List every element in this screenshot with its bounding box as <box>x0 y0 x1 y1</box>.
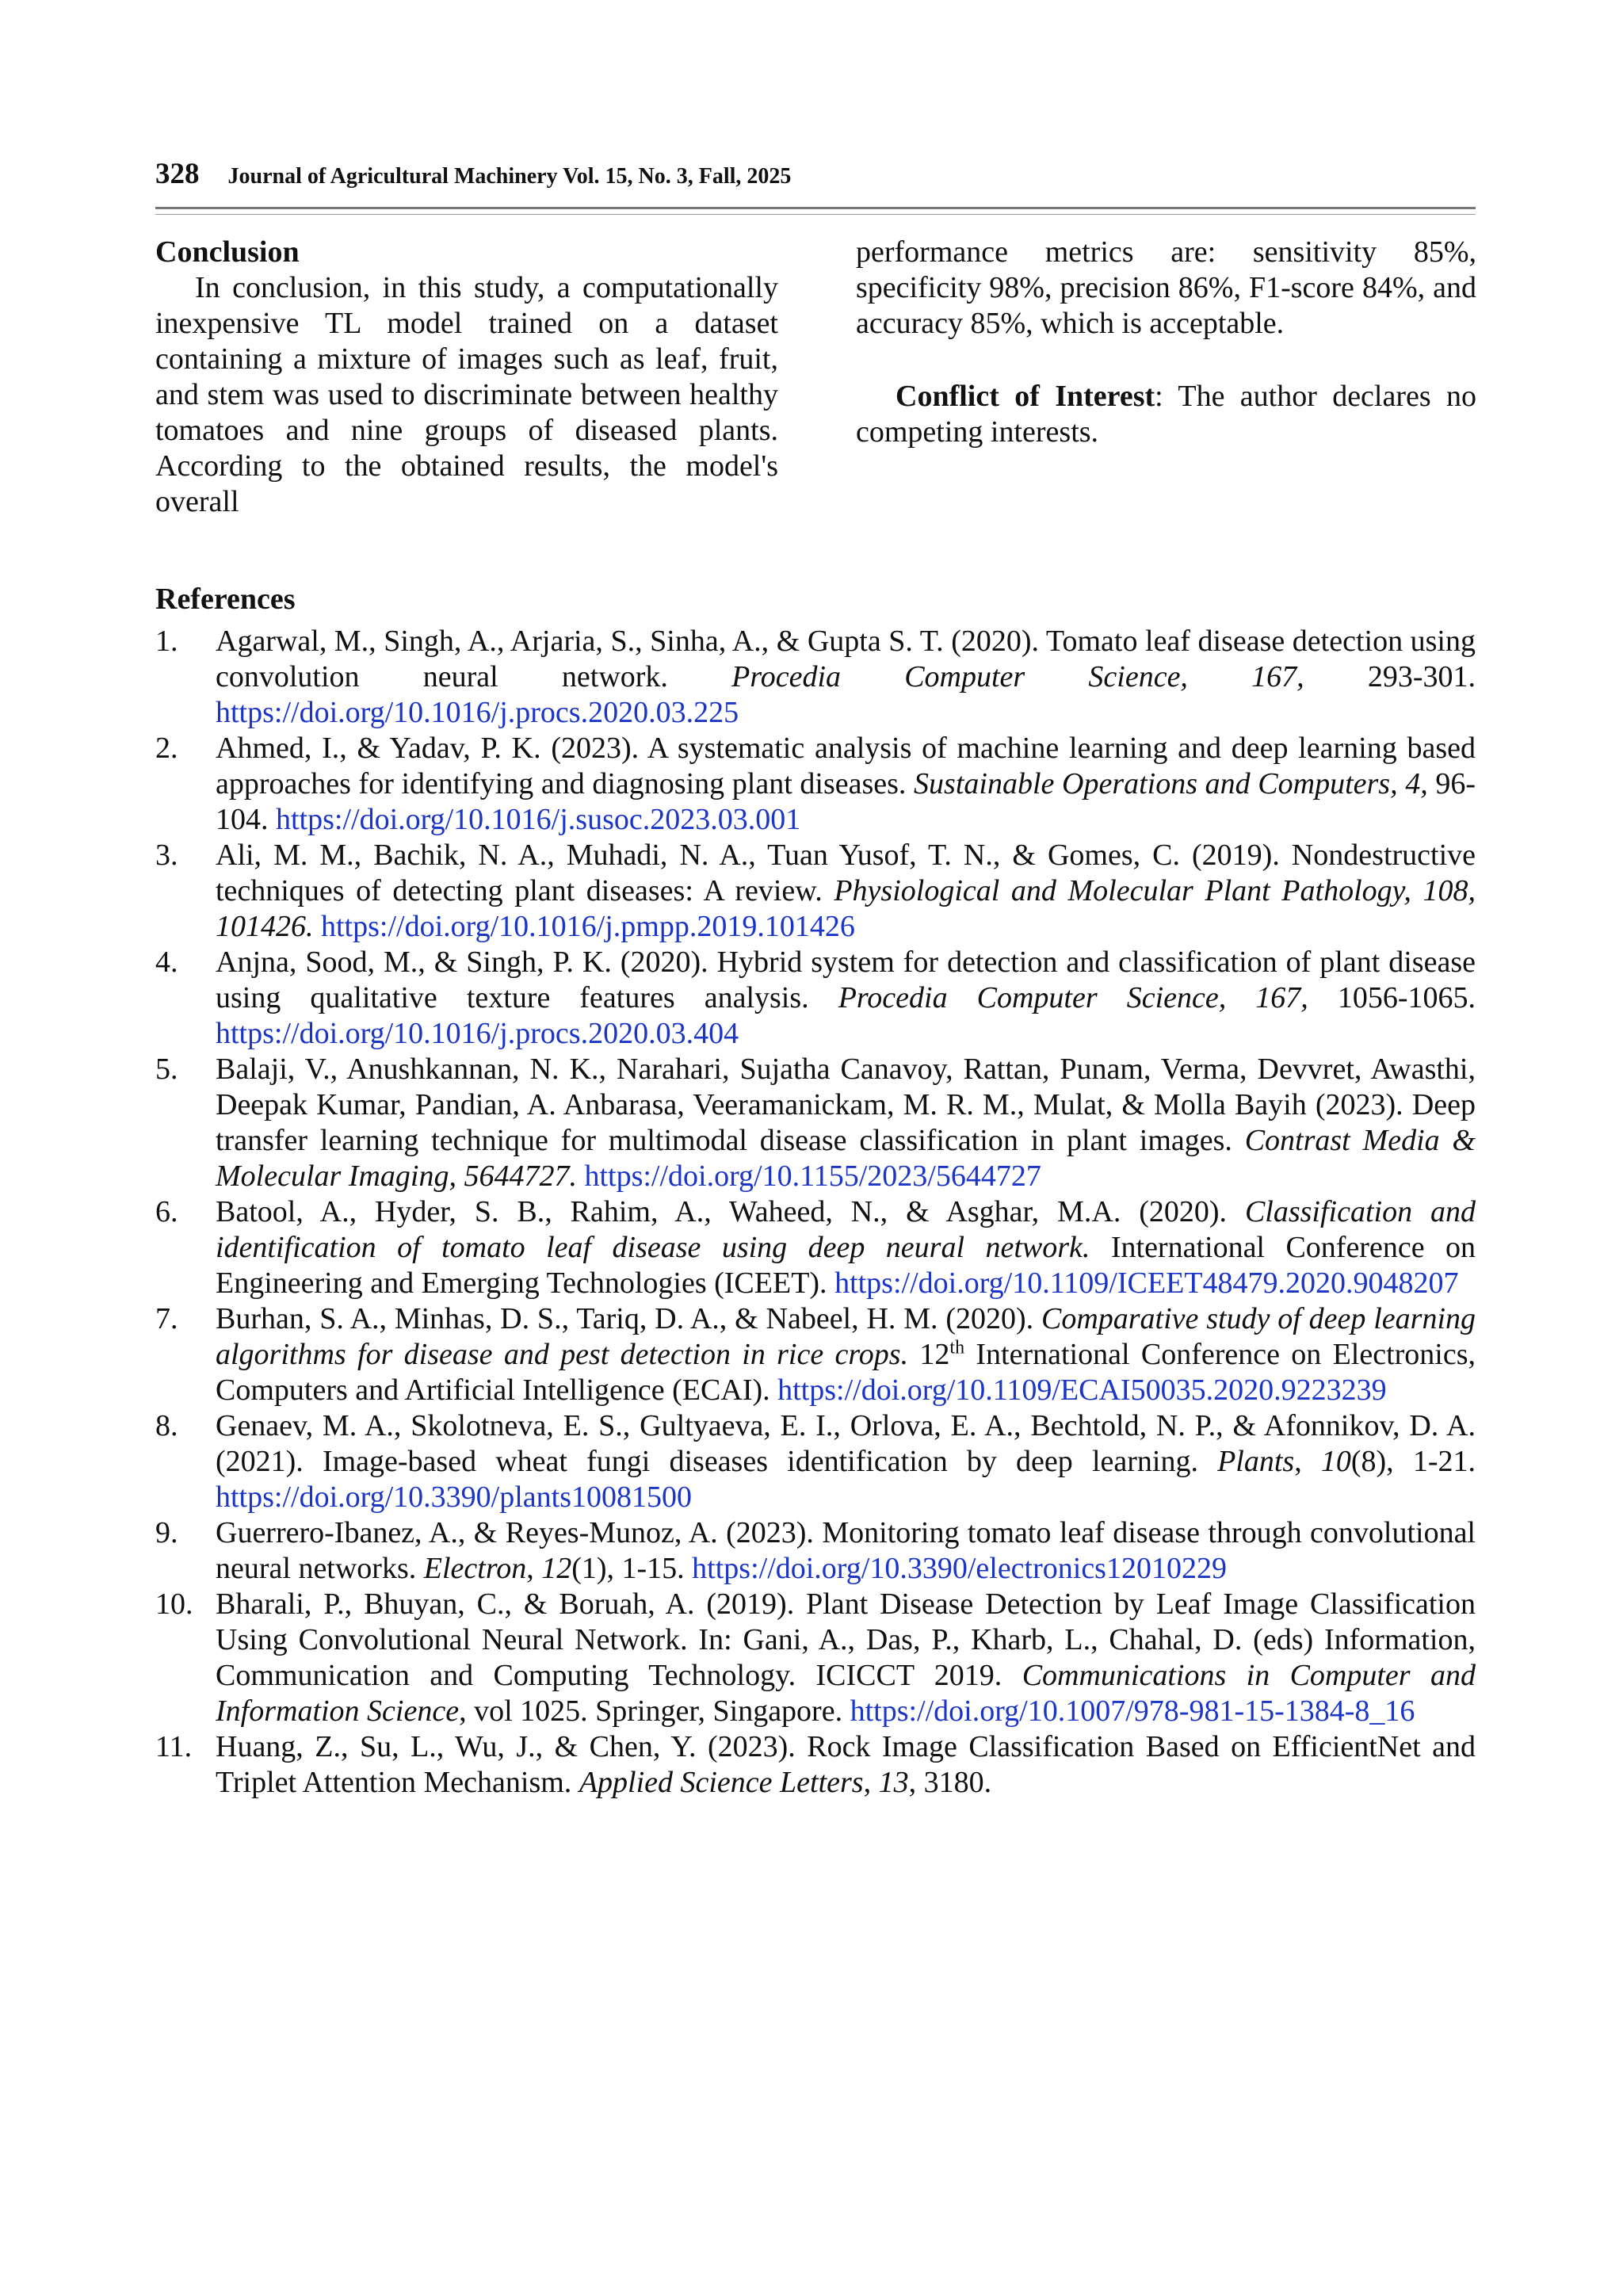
reference-item <box>155 1408 1476 1515</box>
reference-item <box>155 945 1476 1052</box>
doi-link[interactable]: https://doi.org/10.1007/978-981-15-1384-8_16 <box>850 1694 1415 1728</box>
reference-text: Huang, Z., Su, L., Wu, J., & Chen, Y. (2023). Rock Image Classification Based on EfficientNet and Triplet Attention Mechanism. <box>216 1730 1476 1799</box>
conclusion-heading: Conclusion <box>155 235 300 269</box>
reference-text: , 3180. <box>908 1766 992 1799</box>
doi-link[interactable]: https://doi.org/10.1016/j.pmpp.2019.101426 <box>321 910 855 943</box>
doi-link[interactable]: https://doi.org/10.1155/2023/5644727 <box>584 1159 1041 1193</box>
reference-text: 12 <box>908 1338 950 1371</box>
doi-link[interactable]: https://doi.org/10.1109/ICEET48479.2020.9048207 <box>834 1266 1459 1300</box>
reference-italic: 10 <box>1320 1445 1351 1478</box>
reference-number: 5. <box>155 1052 178 1086</box>
reference-italic: Plants <box>1217 1445 1295 1478</box>
reference-item <box>155 731 1476 838</box>
reference-text: th <box>949 1337 965 1358</box>
conflict-text: : The author declares no competing interests. <box>856 380 1476 449</box>
reference-text: Balaji, V., Anushkannan, N. K., Narahari, Sujatha Canavoy, Rattan, Punam, Verma, Devvret, Awasthi, Deepak Kumar, Pandian, A. Anbarasa, Veeramanickam, M. R. M., Mulat, & Molla Bayih (2023). Deep transfer learning technique for multimodal disease classification in plant images. <box>216 1052 1476 1157</box>
reference-item <box>155 624 1476 731</box>
reference-italic: Sustainable Operations and Computers, 4, <box>914 767 1428 800</box>
reference-number: 2. <box>155 732 178 765</box>
doi-link[interactable]: https://doi.org/10.3390/electronics12010229 <box>692 1552 1227 1585</box>
reference-italic: Procedia Computer Science, 167, <box>731 660 1304 693</box>
conflict-label: Conflict of Interest <box>896 380 1155 413</box>
reference-text: Burhan, S. A., Minhas, D. S., Tariq, D. A., & Nabeel, H. M. (2020). <box>216 1302 1041 1335</box>
conclusion-paragraph: In conclusion, in this study, a computationally inexpensive TL model trained on a dataset containing a mixture of images such as leaf, fruit, and stem was used to discriminate between healthy tomatoes and nine groups of diseased plants. According to the obtained results, the model's overall <box>155 271 778 518</box>
header-rule <box>155 207 1476 215</box>
reference-item <box>155 838 1476 945</box>
reference-italic: Classification and identification of tomato leaf disease using deep neural network. <box>216 1195 1476 1264</box>
reference-text: International Conference on Engineering and Emerging Technologies (ICEET). <box>216 1231 1476 1300</box>
reference-italic: Electron <box>423 1552 527 1585</box>
doi-link[interactable]: https://doi.org/10.3390/plants10081500 <box>216 1480 692 1514</box>
conclusion-left-column <box>155 235 778 520</box>
conflict-of-interest <box>856 379 1476 450</box>
references-section <box>155 582 1476 1801</box>
reference-item <box>155 1729 1476 1801</box>
reference-italic: Physiological and Molecular Plant Pathology, 108, 101426. <box>216 874 1476 943</box>
reference-text: , <box>863 1766 879 1799</box>
reference-text: 1056-1065. <box>1308 981 1476 1014</box>
reference-text: Anjna, Sood, M., & Singh, P. K. (2020). Hybrid system for detection and classification of plant disease using qualitative texture features analysis. <box>216 946 1476 1014</box>
reference-number: 7. <box>155 1302 178 1335</box>
reference-text: Ahmed, I., & Yadav, P. K. (2023). A systematic analysis of machine learning and deep learning based approaches for identifying and diagnosing plant diseases. <box>216 732 1476 800</box>
reference-italic: Procedia Computer Science, 167, <box>838 981 1308 1014</box>
reference-number: 6. <box>155 1195 178 1228</box>
reference-italic: 12 <box>541 1552 572 1585</box>
reference-item <box>155 1587 1476 1729</box>
reference-text: Bharali, P., Bhuyan, C., & Boruah, A. (2019). Plant Disease Detection by Leaf Image Classification Using Convolutional Neural Network. In: Gani, A., Das, P., Kharb, L., Chahal, D. (eds) Information, Communication and Computing Technology. ICICCT 2019. <box>216 1587 1476 1692</box>
reference-list <box>155 624 1476 1801</box>
reference-italic: Communications in Computer and Information Science <box>216 1659 1476 1728</box>
page-number: 328 <box>155 158 200 190</box>
doi-link[interactable]: https://doi.org/10.1016/j.susoc.2023.03.001 <box>276 803 801 836</box>
reference-number: 4. <box>155 946 178 979</box>
reference-text: International Conference on Electronics, Computers and Artificial Intelligence (ECAI). <box>216 1338 1476 1407</box>
reference-italic: Contrast Media & Molecular Imaging, 5644727. <box>216 1124 1476 1193</box>
reference-text: Genaev, M. A., Skolotneva, E. S., Gultyaeva, E. I., Orlova, E. A., Bechtold, N. P., & Afonnikov, D. A. (2021). Image-based wheat fungi diseases identification by deep learning. <box>216 1409 1476 1478</box>
reference-item <box>155 1194 1476 1301</box>
reference-italic: Comparative study of deep learning algorithms for disease and pest detection in rice crops. <box>216 1302 1476 1371</box>
reference-text: (8), 1-21. <box>1350 1445 1476 1478</box>
reference-text: Batool, A., Hyder, S. B., Rahim, A., Waheed, N., & Asghar, M.A. (2020). <box>216 1195 1245 1228</box>
reference-number: 11. <box>155 1730 193 1763</box>
reference-italic: 13 <box>878 1766 909 1799</box>
reference-number: 1. <box>155 625 178 658</box>
reference-number: 10. <box>155 1587 193 1621</box>
reference-text: Ali, M. M., Bachik, N. A., Muhadi, N. A., Tuan Yusof, T. N., & Gomes, C. (2019). Nondestructive techniques of detecting plant diseases: A review. <box>216 839 1476 907</box>
reference-number: 9. <box>155 1516 178 1549</box>
reference-item <box>155 1052 1476 1194</box>
reference-text: , <box>526 1552 542 1585</box>
reference-number: 3. <box>155 839 178 872</box>
reference-text: (1), 1-15. <box>571 1552 693 1585</box>
doi-link[interactable]: https://doi.org/10.1016/j.procs.2020.03.225 <box>216 696 739 729</box>
conclusion-right-column <box>856 235 1476 450</box>
reference-italic: Applied Science Letters <box>579 1766 864 1799</box>
reference-text: , <box>1294 1445 1321 1478</box>
conclusion-paragraph-continued: performance metrics are: sensitivity 85%, specificity 98%, precision 86%, F1-score 84%, and accuracy 85%, which is acceptable. <box>856 235 1476 340</box>
doi-link[interactable]: https://doi.org/10.1016/j.procs.2020.03.404 <box>216 1017 739 1050</box>
reference-text: Guerrero-Ibanez, A., & Reyes-Munoz, A. (2023). Monitoring tomato leaf disease through convolutional neural networks. <box>216 1516 1476 1585</box>
doi-link[interactable]: https://doi.org/10.1109/ECAI50035.2020.9223239 <box>777 1373 1387 1407</box>
reference-text: , vol 1025. Springer, Singapore. <box>459 1694 850 1728</box>
reference-text: 96-104. <box>216 767 1476 836</box>
reference-item <box>155 1515 1476 1587</box>
reference-number: 8. <box>155 1409 178 1442</box>
references-heading: References <box>155 583 296 616</box>
reference-text: 293-301. <box>1304 660 1476 693</box>
reference-text: Agarwal, M., Singh, A., Arjaria, S., Sinha, A., & Gupta S. T. (2020). Tomato leaf disease detection using convolution neural network. <box>216 625 1476 693</box>
journal-title: Journal of Agricultural Machinery Vol. 15, No. 3, Fall, 2025 <box>227 164 792 189</box>
reference-item <box>155 1301 1476 1408</box>
page-header <box>155 157 1476 215</box>
reference-text <box>314 910 322 943</box>
